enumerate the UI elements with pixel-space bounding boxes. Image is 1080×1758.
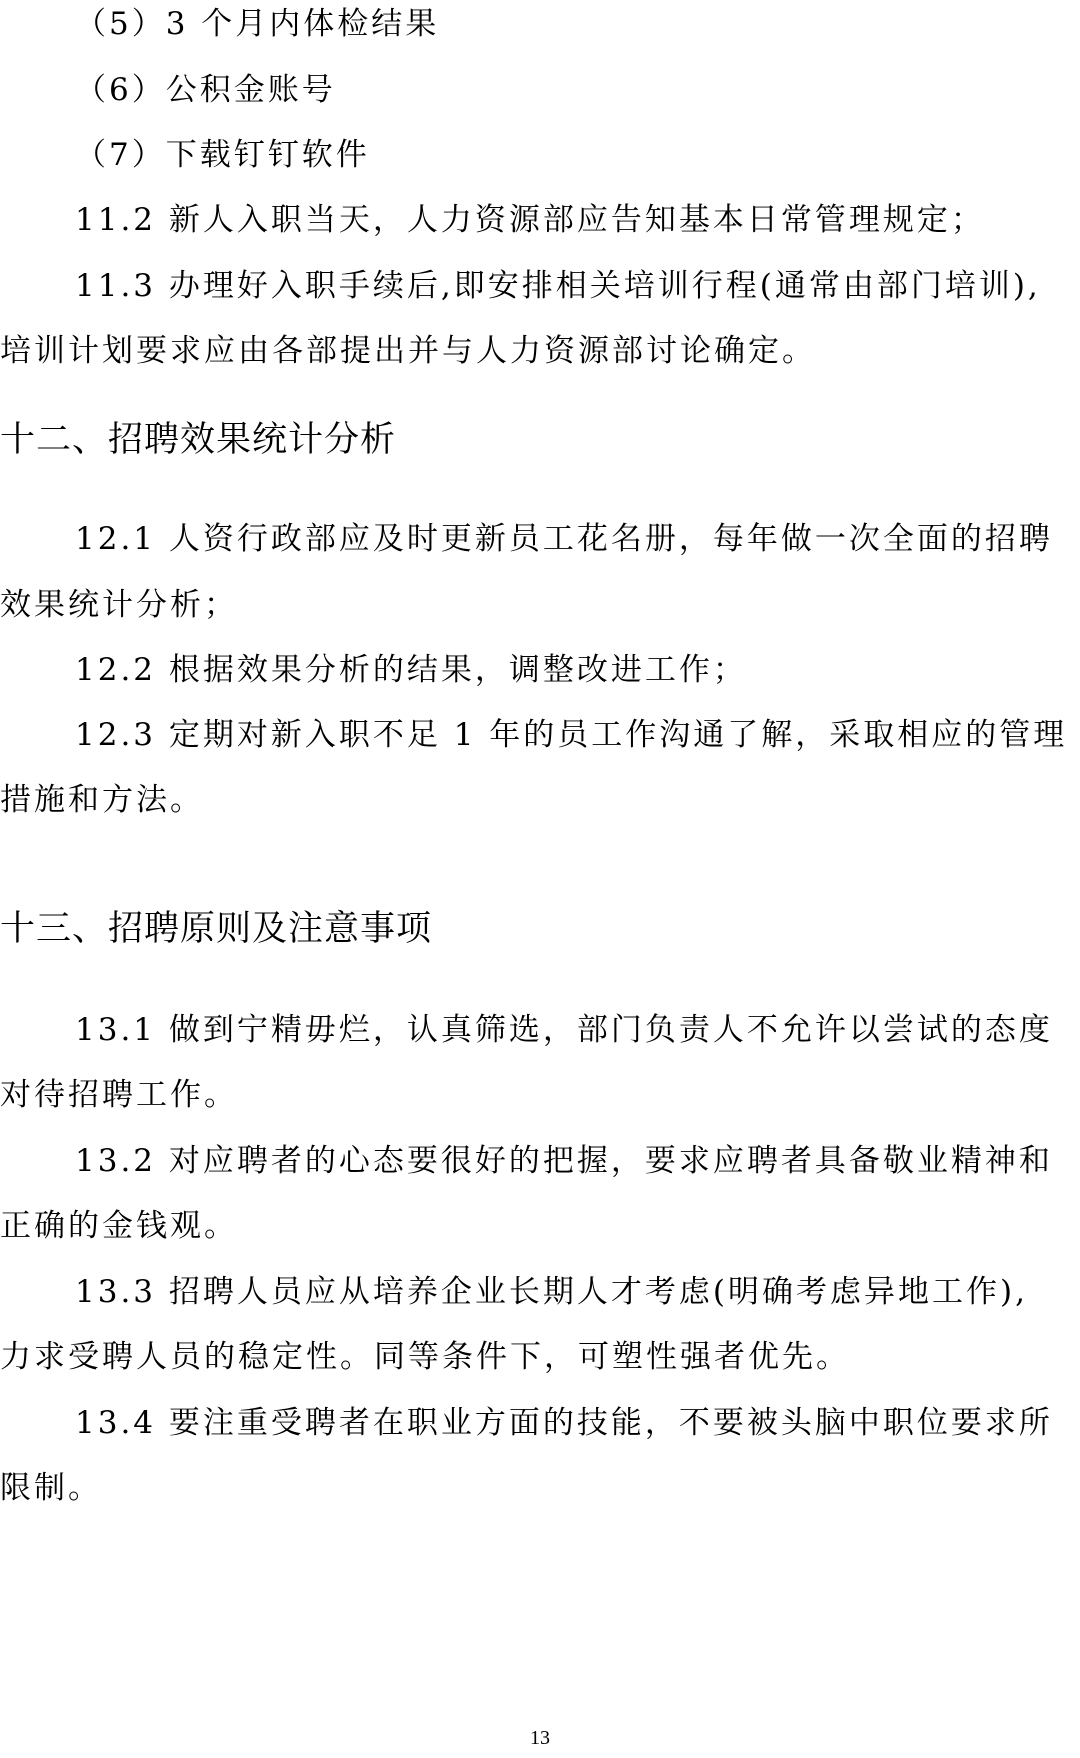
paragraph-12-3-line2: 措施和方法。 xyxy=(0,782,204,818)
section-12-heading: 十二、招聘效果统计分析 xyxy=(0,420,397,460)
paragraph-13-1-line2: 对待招聘工作。 xyxy=(0,1077,238,1113)
page-number: 13 xyxy=(530,1727,550,1749)
paragraph-13-2-line2: 正确的金钱观。 xyxy=(0,1208,238,1244)
section-13-heading: 十三、招聘原则及注意事项 xyxy=(0,909,433,949)
paragraph-13-1-line1: 13.1 做到宁精毋烂，认真筛选，部门负责人不允许以尝试的态度 xyxy=(75,1012,1053,1048)
paragraph-12-1-line1: 12.1 人资行政部应及时更新员工花名册，每年做一次全面的招聘 xyxy=(75,521,1053,557)
paragraph-12-3-line1: 12.3 定期对新入职不足 1 年的员工作沟通了解，采取相应的管理 xyxy=(75,717,1068,753)
list-item-physical-exam: （5）3 个月内体检结果 xyxy=(75,6,440,42)
paragraph-13-3-line2: 力求受聘人员的稳定性。同等条件下，可塑性强者优先。 xyxy=(0,1339,850,1375)
paragraph-11-3-line2: 培训计划要求应由各部提出并与人力资源部讨论确定。 xyxy=(0,333,816,369)
paragraph-11-2: 11.2 新人入职当天，人力资源部应告知基本日常管理规定； xyxy=(75,202,985,238)
list-item-fund-account: （6）公积金账号 xyxy=(75,72,336,108)
paragraph-12-1-line2: 效果统计分析； xyxy=(0,587,238,623)
paragraph-12-2: 12.2 根据效果分析的结果，调整改进工作； xyxy=(75,652,747,688)
paragraph-13-4-line2: 限制。 xyxy=(0,1470,102,1506)
paragraph-13-4-line1: 13.4 要注重受聘者在职业方面的技能，不要被头脑中职位要求所 xyxy=(75,1405,1053,1441)
paragraph-13-3-line1: 13.3 招聘人员应从培养企业长期人才考虑(明确考虑异地工作), xyxy=(75,1274,1028,1310)
paragraph-11-3-line1: 11.3 办理好入职手续后,即安排相关培训行程(通常由部门培训), xyxy=(75,268,1041,304)
paragraph-13-2-line1: 13.2 对应聘者的心态要很好的把握，要求应聘者具备敬业精神和 xyxy=(75,1143,1053,1179)
list-item-dingtalk: （7）下载钉钉软件 xyxy=(75,137,370,173)
